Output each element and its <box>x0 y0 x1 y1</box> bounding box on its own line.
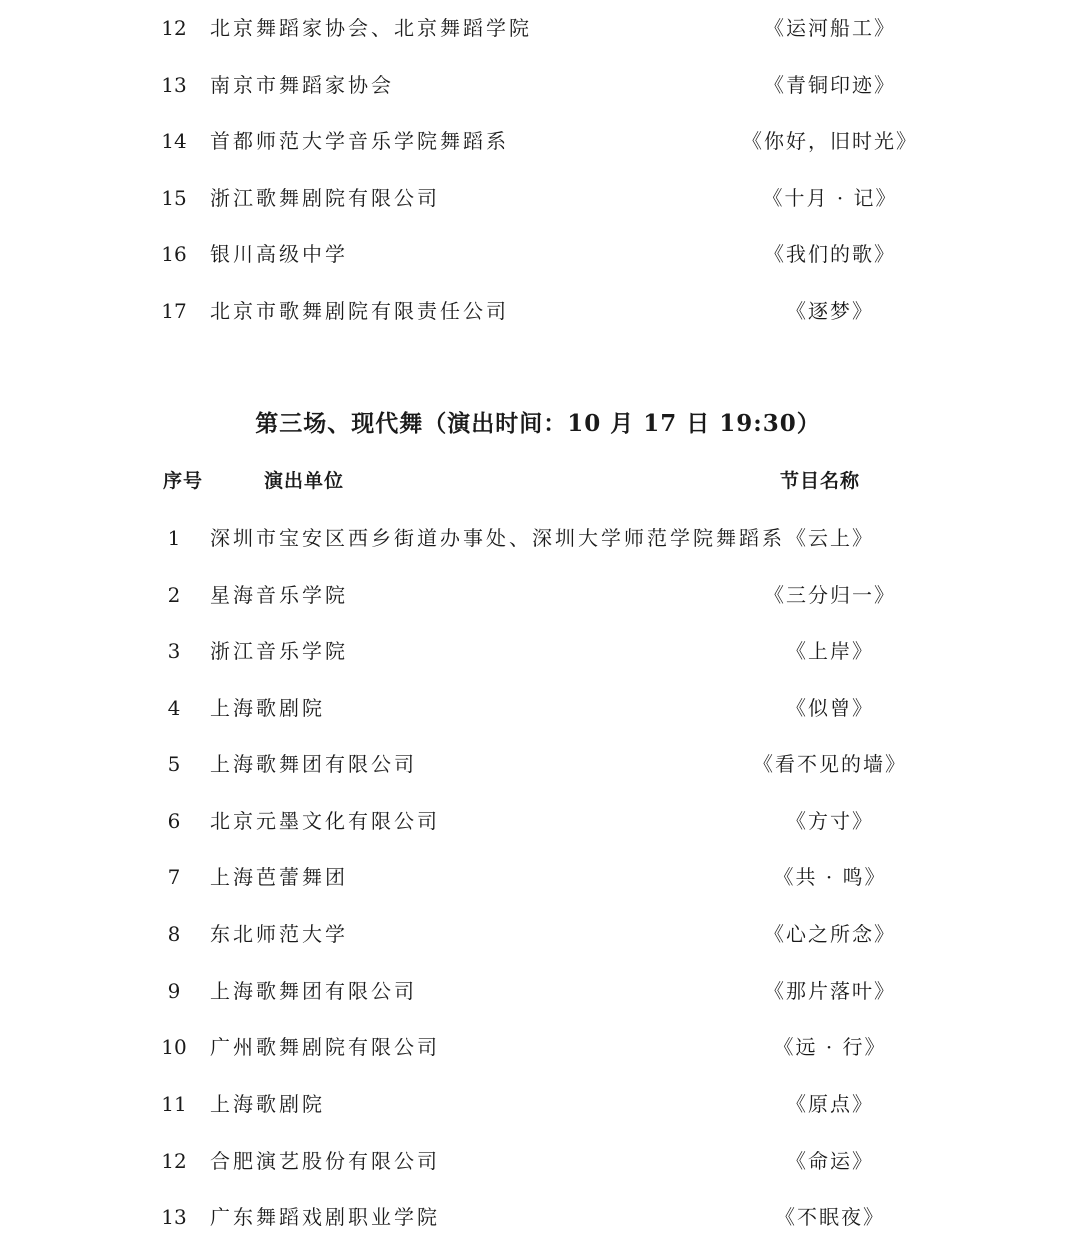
table-row <box>0 518 1076 558</box>
performer-unit: 广州歌舞剧院有限公司 <box>210 1035 440 1059</box>
row-number: 13 <box>161 1205 187 1229</box>
program-name: 《逐梦》 <box>786 299 874 323</box>
row-number: 15 <box>161 186 187 210</box>
program-name: 《似曾》 <box>786 696 874 720</box>
performer-unit: 上海歌剧院 <box>210 1092 325 1116</box>
performer-unit: 合肥演艺股份有限公司 <box>210 1149 440 1173</box>
row-number: 1 <box>167 526 181 550</box>
row-number: 10 <box>161 1035 187 1059</box>
program-name: 《我们的歌》 <box>764 242 896 266</box>
row-number: 5 <box>167 752 181 776</box>
performer-unit: 首都师范大学音乐学院舞蹈系 <box>210 129 509 153</box>
program-name: 《方寸》 <box>786 809 874 833</box>
performer-unit: 上海歌舞团有限公司 <box>210 979 417 1003</box>
performer-unit: 上海芭蕾舞团 <box>210 865 348 889</box>
performer-unit: 北京舞蹈家协会、北京舞蹈学院 <box>210 16 532 40</box>
program-name: 《远 · 行》 <box>773 1035 887 1059</box>
program-name: 《那片落叶》 <box>764 979 896 1003</box>
program-name: 《运河船工》 <box>764 16 896 40</box>
table-row <box>0 121 1076 161</box>
table-row <box>0 744 1076 784</box>
table-row <box>0 914 1076 954</box>
performer-unit: 浙江歌舞剧院有限公司 <box>210 186 440 210</box>
table-row <box>0 801 1076 841</box>
performer-unit: 上海歌剧院 <box>210 696 325 720</box>
program-name: 《云上》 <box>786 526 874 550</box>
performer-unit: 南京市舞蹈家协会 <box>210 73 394 97</box>
row-number: 2 <box>167 583 181 607</box>
performer-unit: 银川高级中学 <box>210 242 348 266</box>
performer-unit: 北京元墨文化有限公司 <box>210 809 440 833</box>
row-number: 3 <box>167 639 181 663</box>
performer-unit: 北京市歌舞剧院有限责任公司 <box>210 299 509 323</box>
table-header <box>0 461 1076 501</box>
program-name: 《你好，旧时光》 <box>742 129 918 153</box>
row-number: 14 <box>161 129 187 153</box>
row-number: 7 <box>167 865 181 889</box>
row-number: 12 <box>161 1149 187 1173</box>
table-row <box>0 291 1076 331</box>
table-row <box>0 234 1076 274</box>
performer-unit: 广东舞蹈戏剧职业学院 <box>210 1205 440 1229</box>
program-name: 《上岸》 <box>786 639 874 663</box>
performer-unit: 浙江音乐学院 <box>210 639 348 663</box>
program-name: 《三分归一》 <box>764 583 896 607</box>
row-number: 12 <box>161 16 187 40</box>
table-row <box>0 1141 1076 1181</box>
program-name: 《共 · 鸣》 <box>773 865 887 889</box>
table-row <box>0 65 1076 105</box>
table-row <box>0 857 1076 897</box>
program-name: 《不眠夜》 <box>775 1205 885 1229</box>
table-row <box>0 8 1076 48</box>
table-row <box>0 688 1076 728</box>
performer-unit: 深圳市宝安区西乡街道办事处、深圳大学师范学院舞蹈系 <box>210 526 785 550</box>
table-row <box>0 971 1076 1011</box>
program-name: 《看不见的墙》 <box>753 752 907 776</box>
performer-unit: 星海音乐学院 <box>210 583 348 607</box>
table-row <box>0 1027 1076 1067</box>
table-row <box>0 1084 1076 1124</box>
program-name: 《青铜印迹》 <box>764 73 896 97</box>
table-row <box>0 631 1076 671</box>
row-number: 9 <box>167 979 181 1003</box>
row-number: 8 <box>167 922 181 946</box>
performer-unit: 东北师范大学 <box>210 922 348 946</box>
header-program: 节目名称 <box>779 470 861 492</box>
row-number: 13 <box>161 73 187 97</box>
table-row <box>0 575 1076 615</box>
row-number: 11 <box>161 1092 187 1116</box>
program-name: 《十月 · 记》 <box>762 186 898 210</box>
section-title: 第三场、现代舞（演出时间：10 月 17 日 19:30） <box>255 410 821 437</box>
header-number: 序号 <box>163 470 204 492</box>
performer-unit: 上海歌舞团有限公司 <box>210 752 417 776</box>
row-number: 6 <box>167 809 181 833</box>
row-number: 4 <box>167 696 181 720</box>
table-row <box>0 178 1076 218</box>
row-number: 17 <box>161 299 187 323</box>
header-unit: 演出单位 <box>264 470 345 492</box>
table-row <box>0 1197 1076 1237</box>
row-number: 16 <box>161 242 187 266</box>
program-name: 《原点》 <box>786 1092 874 1116</box>
program-name: 《命运》 <box>786 1149 874 1173</box>
program-name: 《心之所念》 <box>764 922 896 946</box>
